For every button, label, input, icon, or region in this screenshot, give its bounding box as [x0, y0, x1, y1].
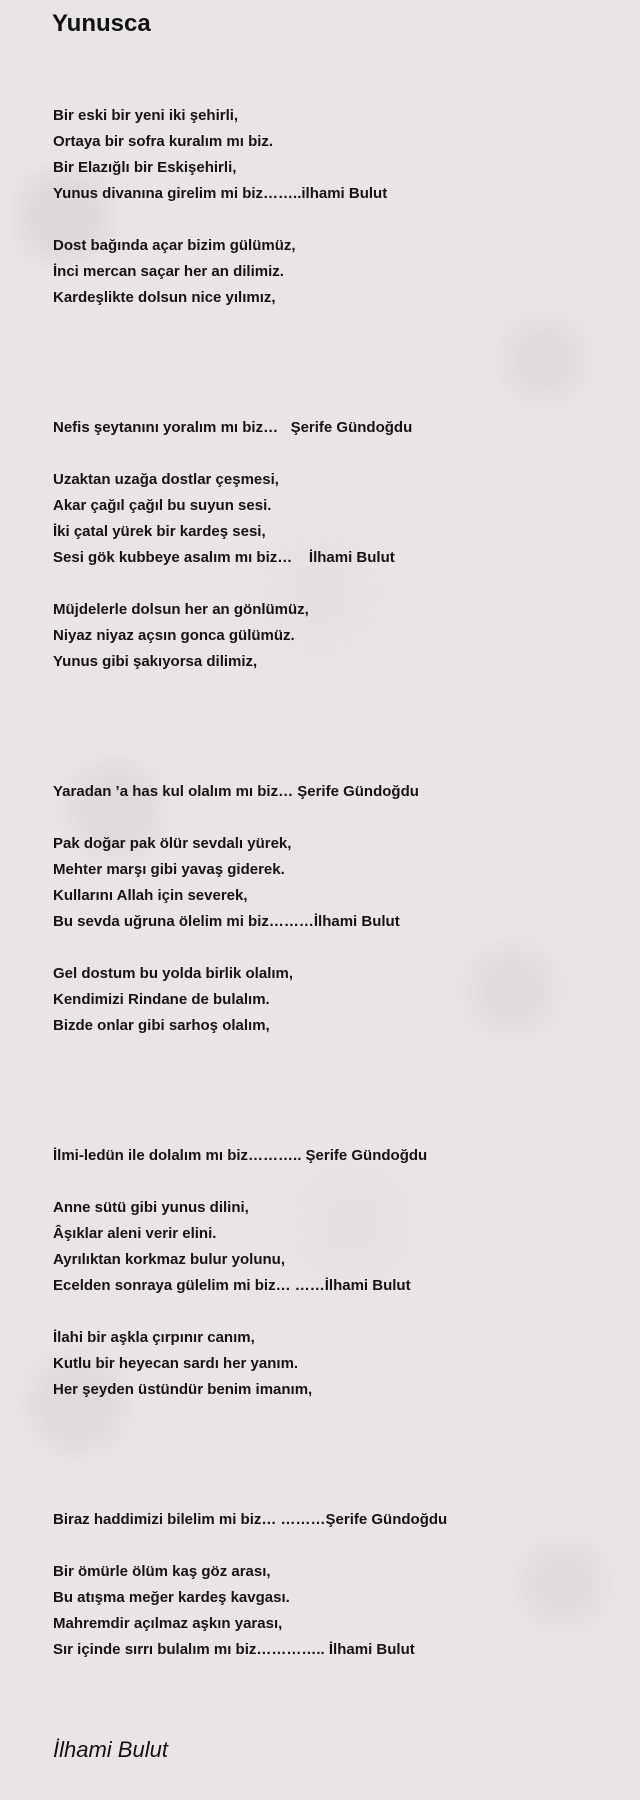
stanza-break: [53, 727, 613, 753]
stanza-break: [53, 1065, 613, 1091]
poem-line: Bir ömürle ölüm kaş göz arası,: [53, 1563, 271, 1580]
poem-line: Bir eski bir yeni iki şehirli,: [53, 107, 239, 124]
stanza-break: [53, 1039, 613, 1065]
poem-line: Sır içinde sırrı bulalım mı biz………….. İlhami Bulut: [53, 1641, 415, 1658]
poem-body: [53, 103, 613, 1663]
poem-line: Nefis şeytanını yoralım mı biz… Şerife Gündoğdu: [53, 419, 413, 436]
poem-line: Ayrılıktan korkmaz bulur yolunu,: [53, 1251, 285, 1268]
stanza-break: [53, 337, 613, 363]
poem-line: İnci mercan saçar her an dilimiz.: [53, 263, 284, 280]
stanza-break: [53, 935, 613, 961]
poem-line: Bu sevda uğruna ölelim mi biz………İlhami Bulut: [53, 913, 400, 930]
poem-line: Dost bağında açar bizim gülümüz,: [53, 237, 296, 254]
stanza-break: [53, 701, 613, 727]
poem-line: İlahi bir aşkla çırpınır canım,: [53, 1329, 255, 1346]
poem-line: Ecelden sonraya gülelim mi biz… ……İlhami Bulut: [53, 1277, 411, 1294]
poem-line: Bu atışma meğer kardeş kavgası.: [53, 1589, 290, 1606]
poem-line: Sesi gök kubbeye asalım mı biz… İlhami Bulut: [53, 549, 395, 566]
stanza-break: [53, 571, 613, 597]
stanza-break: [53, 1169, 613, 1195]
poem-line: Bir Elazığlı bir Eskişehirli,: [53, 159, 237, 176]
poem-line: İki çatal yürek bir kardeş sesi,: [53, 523, 266, 540]
poem-line: Pak doğar pak ölür sevdalı yürek,: [53, 835, 292, 852]
poem-line: Uzaktan uzağa dostlar çeşmesi,: [53, 471, 279, 488]
poem-line: Niyaz niyaz açsın gonca gülümüz.: [53, 627, 295, 644]
poem-line: Yunus divanına girelim mi biz……..ilhami Bulut: [53, 185, 388, 202]
poem-line: Mahremdir açılmaz aşkın yarası,: [53, 1615, 283, 1632]
stanza-break: [53, 363, 613, 389]
stanza-break: [53, 1299, 613, 1325]
stanza-break: [53, 805, 613, 831]
poem-line: Mehter marşı gibi yavaş giderek.: [53, 861, 285, 878]
stanza-break: [53, 1533, 613, 1559]
page-title: Yunusca: [52, 10, 151, 37]
poem-line: Yunus gibi şakıyorsa dilimiz,: [53, 653, 258, 670]
stanza-break: [53, 207, 613, 233]
poem-line: Bizde onlar gibi sarhoş olalım,: [53, 1017, 270, 1034]
stanza-break: [53, 1403, 613, 1429]
poem-line: İlmi-ledün ile dolalım mı biz……….. Şerife Gündoğdu: [53, 1147, 428, 1164]
poem-line: Anne sütü gibi yunus dilini,: [53, 1199, 249, 1216]
poem-line: Kutlu bir heyecan sardı her yanım.: [53, 1355, 299, 1372]
stanza-break: [53, 1481, 613, 1507]
poem-line: Kullarını Allah için severek,: [53, 887, 248, 904]
poem-line: Âşıklar aleni verir elini.: [53, 1225, 217, 1242]
poem-line: Müjdelerle dolsun her an gönlümüz,: [53, 601, 309, 618]
stanza-break: [53, 1117, 613, 1143]
poem-line: Kardeşlikte dolsun nice yılımız,: [53, 289, 276, 306]
stanza-break: [53, 1455, 613, 1481]
stanza-break: [53, 311, 613, 337]
stanza-break: [53, 1091, 613, 1117]
poem-line: Kendimizi Rindane de bulalım.: [53, 991, 270, 1008]
poem-line: Akar çağıl çağıl bu suyun sesi.: [53, 497, 272, 514]
poem-line: Biraz haddimizi bilelim mi biz… ………Şerife Gündoğdu: [53, 1511, 448, 1528]
poem-line: Ortaya bir sofra kuralım mı biz.: [53, 133, 274, 150]
stanza-break: [53, 753, 613, 779]
author-signature: İlhami Bulut: [53, 1737, 168, 1762]
stanza-break: [53, 389, 613, 415]
stanza-break: [53, 1429, 613, 1455]
stanza-break: [53, 441, 613, 467]
poem-line: Her şeyden üstündür benim imanım,: [53, 1381, 313, 1398]
poem-line: Gel dostum bu yolda birlik olalım,: [53, 965, 294, 982]
poem-line: Yaradan ’a has kul olalım mı biz… Şerife Gündoğdu: [53, 783, 419, 800]
stanza-break: [53, 675, 613, 701]
